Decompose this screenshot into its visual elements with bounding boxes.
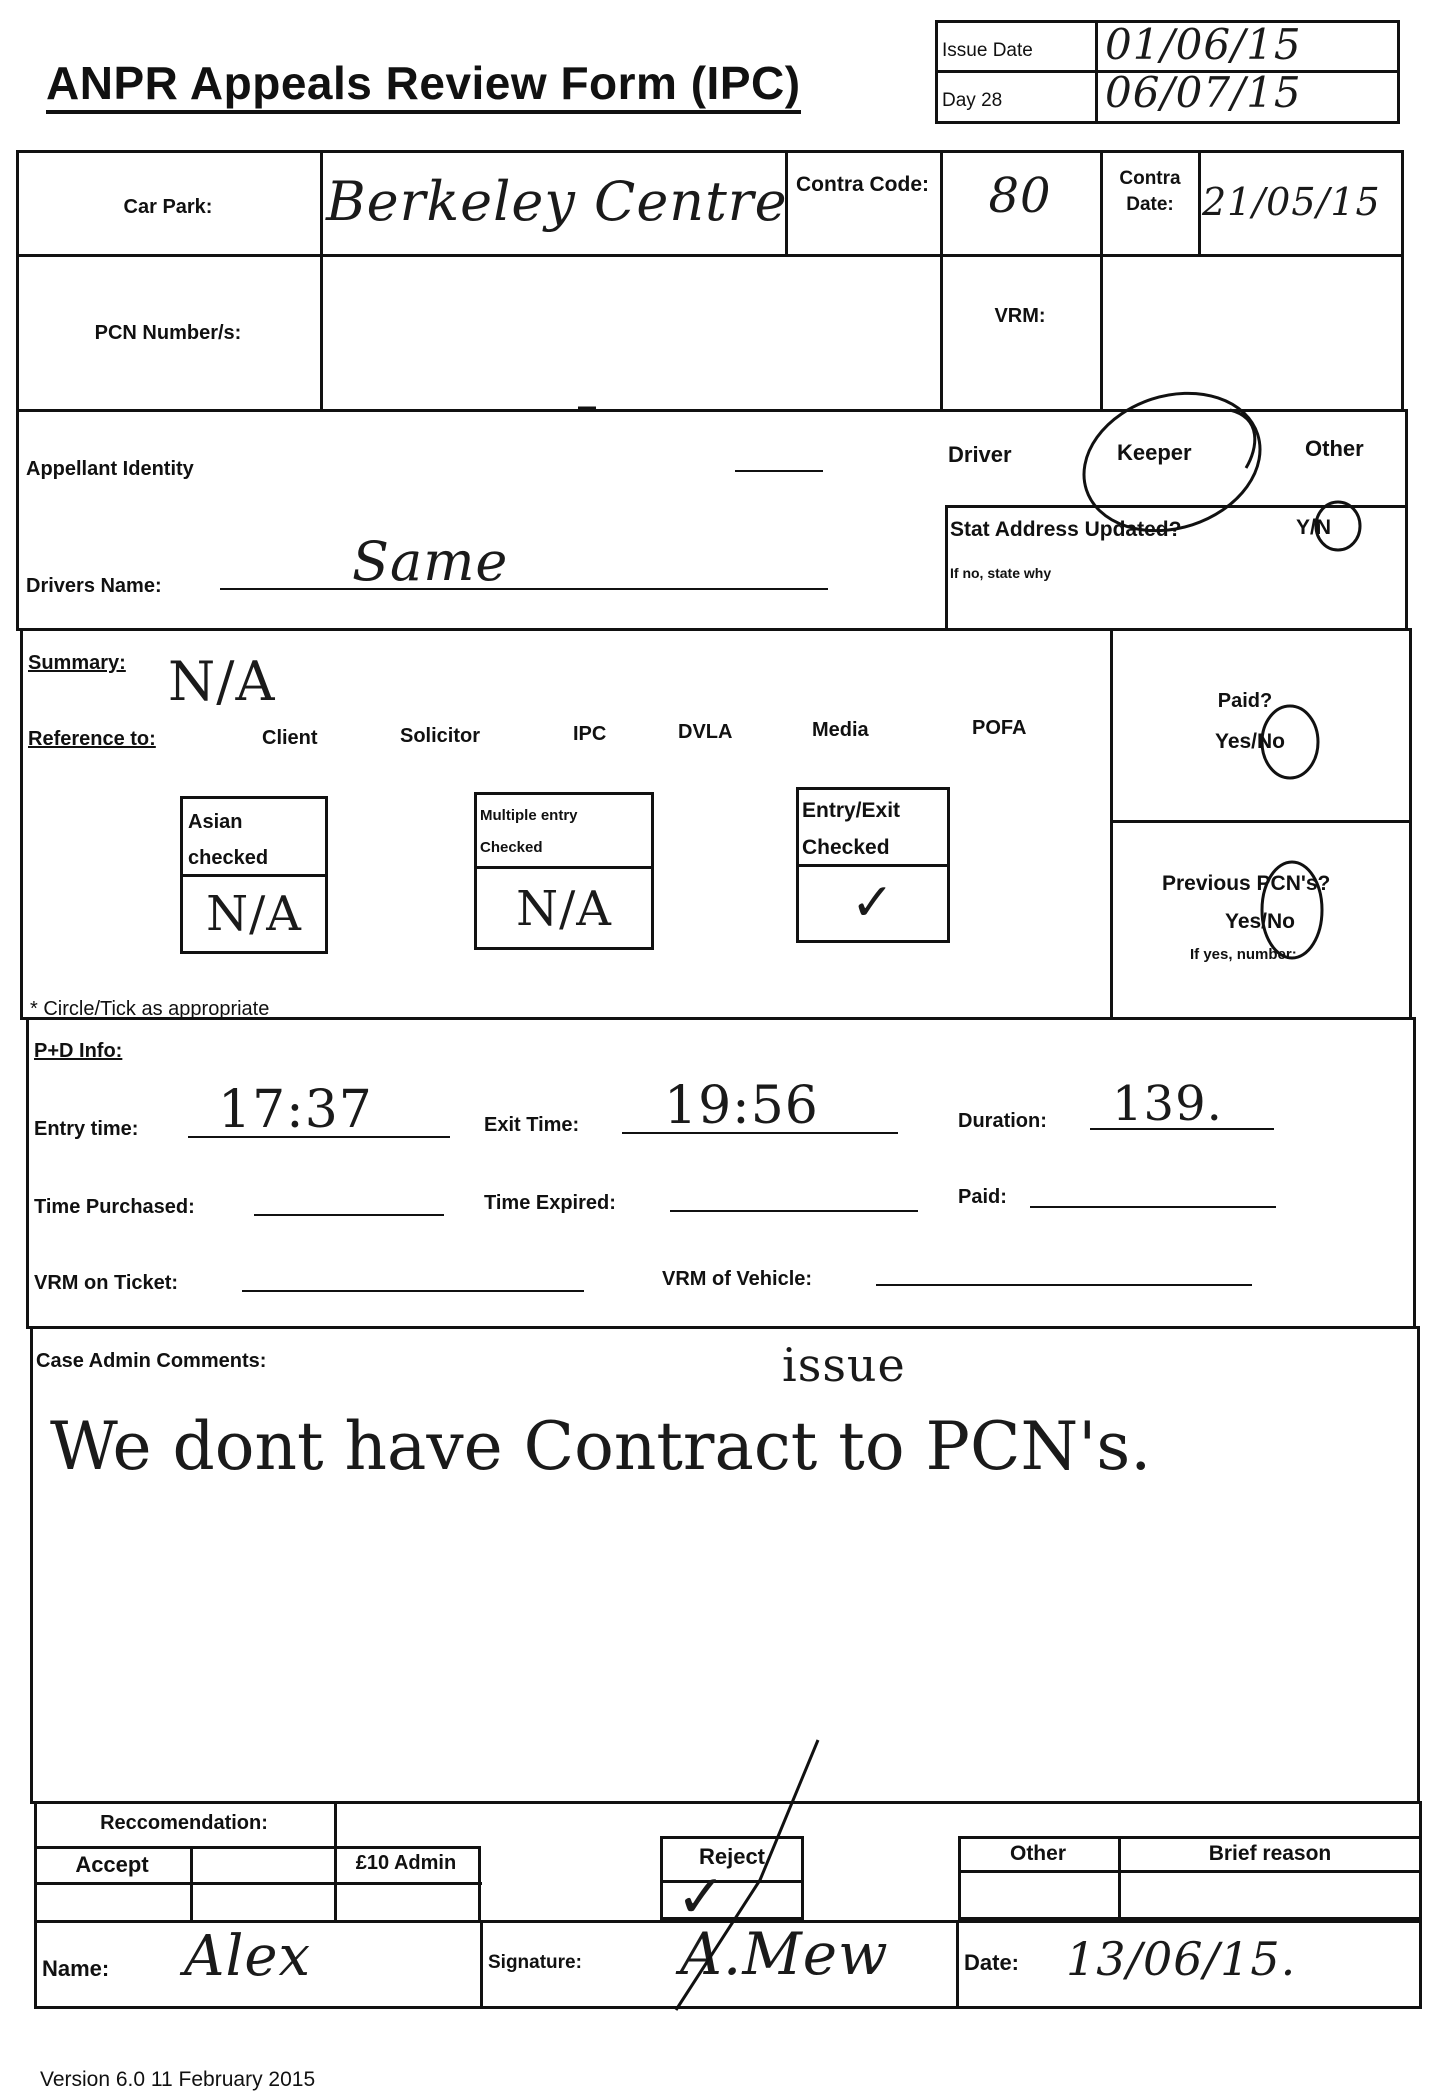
drivers-name-label: Drivers Name:: [26, 575, 162, 597]
entry-exit-label-line2: Checked: [802, 836, 890, 859]
multiple-label: [480, 800, 578, 864]
other-option[interactable]: Other: [1009, 1842, 1066, 1865]
entry-exit-label-line1: Entry/Exit: [802, 799, 901, 822]
admin-option[interactable]: £10 Admin: [355, 1852, 457, 1874]
driver-option[interactable]: Driver: [948, 442, 1012, 467]
vrm-ticket-label: VRM on Ticket:: [34, 1272, 179, 1294]
reference-solicitor[interactable]: Solicitor: [400, 725, 481, 747]
duration-label: Duration:: [958, 1110, 1047, 1132]
contract-code-value: 80: [988, 168, 1052, 224]
paid-label: Paid?: [1217, 690, 1273, 712]
contract-date-label: Contra Date:: [1119, 168, 1181, 215]
name-value: Alex: [184, 1924, 312, 1989]
date-label: Date:: [964, 1950, 1020, 1975]
entry-exit-label: [802, 792, 900, 866]
name-label: Name:: [42, 1956, 110, 1981]
paid-amount-field[interactable]: [1030, 1206, 1276, 1208]
summary-value: N/A: [168, 650, 276, 713]
day28-value: 06/07/15: [1105, 68, 1302, 117]
entry-exit-value: ✓: [850, 873, 896, 933]
form-title: ANPR Appeals Review Form (IPC): [46, 58, 801, 114]
pcn-label: PCN Number/s:: [94, 322, 242, 344]
multiple-value: N/A: [516, 881, 612, 937]
comments-section: [30, 1326, 1420, 1804]
accept-option[interactable]: Accept: [75, 1852, 149, 1877]
comments-text: We dont have Contract to PCN's.: [50, 1408, 1152, 1485]
reference-label: Reference to:: [28, 728, 156, 750]
appellant-identity-label: Appellant Identity: [26, 458, 194, 480]
comments-label: Case Admin Comments:: [36, 1350, 267, 1372]
drivers-name-value: Same: [352, 530, 509, 593]
issue-date-value: 01/06/15: [1105, 20, 1302, 69]
time-expired-field[interactable]: [670, 1210, 918, 1212]
stat-address-note: If no, state why: [950, 565, 1052, 581]
date-value: 13/06/15.: [1066, 1932, 1297, 1986]
issue-date-label: Issue Date: [942, 40, 1033, 61]
signature-label: Signature:: [488, 1952, 582, 1973]
circle-note: * Circle/Tick as appropriate: [30, 998, 270, 1020]
contract-date-value: 21/05/15: [1202, 180, 1381, 224]
stat-address-yn[interactable]: Y/N: [1296, 516, 1332, 539]
other-option[interactable]: Other: [1305, 436, 1364, 461]
comments-insert: issue: [782, 1338, 906, 1392]
asian-label-line2: checked: [188, 847, 269, 869]
summary-label: Summary:: [28, 652, 126, 674]
version-footer: Version 6.0 11 February 2015: [40, 2068, 316, 2091]
vrm-vehicle-label: VRM of Vehicle:: [662, 1268, 813, 1290]
asian-label-line1: Asian: [188, 811, 243, 833]
time-purchased-label: Time Purchased:: [34, 1196, 195, 1218]
pd-info-heading: P+D Info:: [34, 1040, 123, 1062]
keeper-option[interactable]: Keeper: [1117, 440, 1192, 465]
reference-dvla[interactable]: DVLA: [678, 721, 733, 743]
asian-value: N/A: [206, 886, 302, 942]
vrm-field[interactable]: [1105, 262, 1400, 406]
signature-value: A.Mew: [680, 1920, 889, 1988]
entry-time-label: Entry time:: [34, 1118, 139, 1140]
reference-pofa[interactable]: POFA: [972, 717, 1027, 739]
reference-ipc[interactable]: IPC: [573, 723, 607, 745]
brief-reason-label: Brief reason: [1208, 1842, 1332, 1865]
recommendation-heading: Reccomendation:: [100, 1812, 268, 1834]
paid-yes-no[interactable]: Yes/No: [1214, 730, 1286, 753]
previous-pcn-note: If yes, number:: [1190, 946, 1297, 963]
paid-amount-label: Paid:: [958, 1186, 1007, 1208]
time-expired-label: Time Expired:: [484, 1192, 616, 1214]
previous-pcn-label: Previous PCN's?: [1162, 872, 1331, 895]
vrm-vehicle-field[interactable]: [876, 1284, 1252, 1286]
previous-pcn-yes-no[interactable]: Yes/No: [1224, 910, 1296, 933]
day28-label: Day 28: [942, 90, 1003, 111]
reject-tick: ✓: [676, 1862, 728, 1932]
vrm-ticket-field[interactable]: [242, 1290, 584, 1292]
time-purchased-field[interactable]: [254, 1214, 444, 1216]
multiple-label-line2: Checked: [480, 839, 543, 856]
exit-time-label: Exit Time:: [484, 1114, 580, 1136]
duration-value: 139.: [1112, 1076, 1223, 1132]
entry-time-value: 17:37: [218, 1080, 373, 1140]
pcn-field[interactable]: [326, 262, 936, 406]
appellant-section: [16, 409, 1408, 631]
car-park-value: Berkeley Centre: [326, 170, 788, 233]
reject-option: Reject: [698, 1844, 766, 1869]
car-park-label: Car Park:: [123, 196, 213, 218]
exit-time-value: 19:56: [664, 1076, 819, 1136]
reference-media[interactable]: Media: [812, 719, 869, 741]
stat-address-label: Stat Address Updated?: [950, 518, 1182, 541]
multiple-label-line1: Multiple entry: [480, 807, 578, 824]
asian-label: [188, 804, 268, 876]
contract-code-label: Contra Code:: [796, 173, 929, 196]
vrm-label: VRM:: [994, 305, 1046, 327]
reference-client[interactable]: Client: [262, 727, 318, 749]
